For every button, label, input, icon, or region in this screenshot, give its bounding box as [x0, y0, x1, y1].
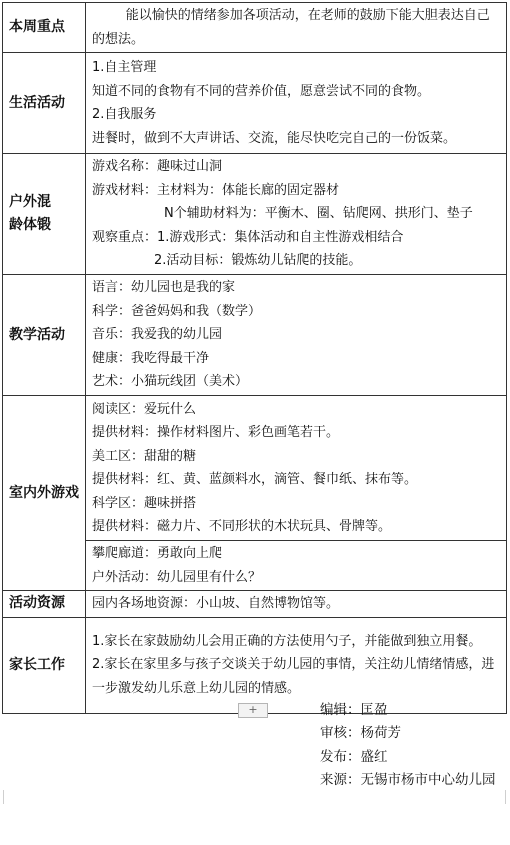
- label-teaching: 教学活动: [3, 275, 86, 396]
- row-life: [3, 53, 507, 154]
- teaching-content: [86, 275, 507, 396]
- life-line: 1.自主管理: [92, 60, 157, 75]
- footer-editor: 编辑：匡盈: [320, 702, 388, 718]
- label-play: 室内外游戏: [3, 396, 86, 591]
- page-corner-mark-right: [505, 790, 506, 804]
- game-material-main: 游戏材料：主材料为：体能长廊的固定器材: [92, 182, 340, 198]
- life-content: [86, 53, 507, 154]
- label-parents: 家长工作: [3, 617, 86, 713]
- play-content-a: [86, 396, 507, 541]
- game-material-aux: N个辅助材料为：平衡木、圈、钻爬网、拱形门、垫子: [164, 206, 473, 222]
- teaching-line: 健康：我吃得最干净: [92, 350, 210, 366]
- teaching-line: 科学：爸爸妈妈和我（数学）: [92, 303, 262, 319]
- resources-text: 园内各场地资源：小山坡、自然博物馆等。: [92, 596, 340, 611]
- teaching-line: 艺术：小猫玩线团（美术）: [92, 374, 249, 390]
- parents-item-1: 1.家长在家鼓励幼儿会用正确的方法使用勺子，并能做到独立用餐。: [92, 633, 482, 649]
- page-corner-mark-left: [3, 790, 4, 804]
- play-line: 攀爬廊道：勇敢向上爬: [92, 546, 223, 561]
- footer-source: 来源：无锡市杨市中心幼儿园: [320, 772, 496, 788]
- label-outdoor: [3, 154, 86, 275]
- game-name: 游戏名称：趣味过山洞: [92, 159, 223, 175]
- outdoor-content: [86, 154, 507, 275]
- weekly-plan-table: [2, 2, 507, 714]
- label-resources: 活动资源: [3, 591, 86, 618]
- teaching-line: 音乐：我爱我的幼儿园: [92, 327, 223, 343]
- life-line: 2.自我服务: [92, 107, 157, 122]
- play-line: 美工区：甜甜的糖: [92, 448, 197, 464]
- parents-item-2: 2.家长在家里多与孩子交谈关于幼儿园的事情，关注幼儿情绪情感，进一步激发幼儿乐意上幼儿园的情感。: [92, 657, 495, 696]
- parents-content: [86, 617, 507, 713]
- life-line: 进餐时，做到不大声讲话、交流，能尽快吃完自己的一份饭菜。: [92, 130, 457, 146]
- play-content-b: [86, 541, 507, 591]
- label-outdoor-line2: 龄体锻: [9, 217, 51, 233]
- play-line: 户外活动：幼儿园里有什么？: [92, 569, 262, 585]
- life-line: 知道不同的食物有不同的营养价值，愿意尝试不同的食物。: [92, 83, 431, 99]
- play-line: 科学区：趣味拼搭: [92, 495, 197, 511]
- row-parents: [3, 617, 507, 713]
- label-outdoor-line1: 户外混: [9, 194, 51, 210]
- focus-text: 能以愉快的情绪参加各项活动，在老师的鼓励下能大胆表达自己的想法。: [92, 8, 490, 47]
- footer-publisher: 发布：盛红: [320, 749, 388, 765]
- teaching-line: 语言：幼儿园也是我的家: [92, 280, 236, 296]
- observe-point-1: 观察重点：1.游戏形式：集体活动和自主性游戏相结合: [92, 229, 404, 245]
- label-life: 生活活动: [3, 53, 86, 154]
- row-outdoor: [3, 154, 507, 275]
- label-focus: 本周重点: [3, 3, 86, 53]
- play-line: 阅读区：爱玩什么: [92, 401, 197, 417]
- resources-content: [86, 591, 507, 618]
- play-line: 提供材料：磁力片、不同形状的木状玩具、骨牌等。: [92, 519, 392, 534]
- row-resources: [3, 591, 507, 618]
- observe-point-2: 2.活动目标：锻炼幼儿钻爬的技能。: [154, 253, 362, 269]
- row-play-a: [3, 396, 507, 541]
- add-row-button[interactable]: +: [238, 703, 268, 718]
- focus-content: [86, 3, 507, 53]
- row-focus: [3, 3, 507, 53]
- play-line: 提供材料：红、黄、蓝颜料水，滴管、餐巾纸、抹布等。: [92, 472, 418, 487]
- footer-reviewer: 审核：杨荷芳: [320, 725, 401, 741]
- play-line: 提供材料：操作材料图片、彩色画笔若干。: [92, 425, 340, 440]
- row-teaching: [3, 275, 507, 396]
